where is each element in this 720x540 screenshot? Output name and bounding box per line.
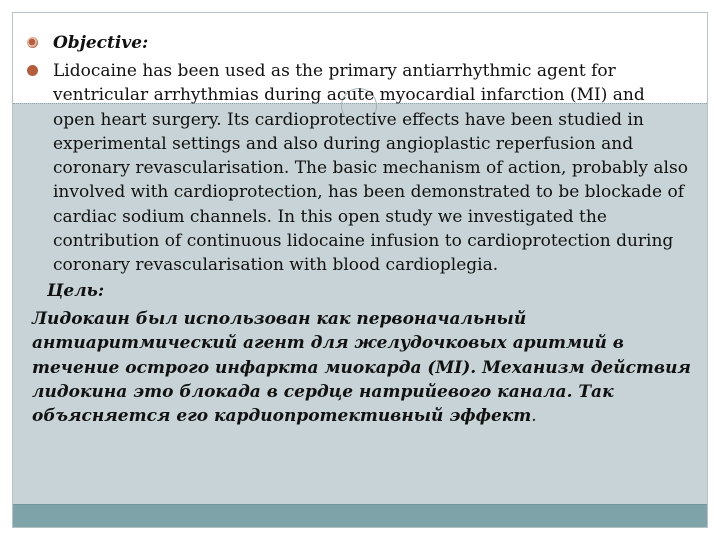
goal-text-block — [32, 307, 692, 428]
objective-text-row — [27, 59, 697, 278]
slide-content — [13, 13, 707, 527]
goal-heading: Цель: — [47, 281, 105, 301]
filled-circle-bullet-icon — [27, 65, 38, 76]
presentation-slide — [12, 12, 708, 528]
objective-heading-row — [27, 31, 697, 55]
goal-text: Лидокаин был использован как первоначальный антиаритмический агент для желудочковых аритмий в течение острого инфаркта миокарда (MI). Механизм действия лидокина это блокада в сердце натрийевого канала. Так объясняется его кардиопротективный эффект — [32, 309, 691, 427]
objective-text: Lidocaine has been used as the primary antiarrhythmic agent for ventricular arrhythmias during acute myocardial infarction (MI) and open heart surgery. Its cardioprotective effects have been studied in experimental settings and also during angioplastic reperfusion and coronary revascularisation. The basic mechanism of action, probably also involved with cardioprotection, has been demonstrated to be blockade of cardiac sodium channels. In this open study we investigated the contribution of continuous lidocaine infusion to cardioprotection during coronary revascularisation with blood cardioplegia. — [53, 61, 688, 276]
goal-text-end: . — [531, 406, 537, 427]
outlined-circle-bullet-icon — [27, 37, 38, 48]
objective-heading: Objective: — [53, 33, 149, 53]
